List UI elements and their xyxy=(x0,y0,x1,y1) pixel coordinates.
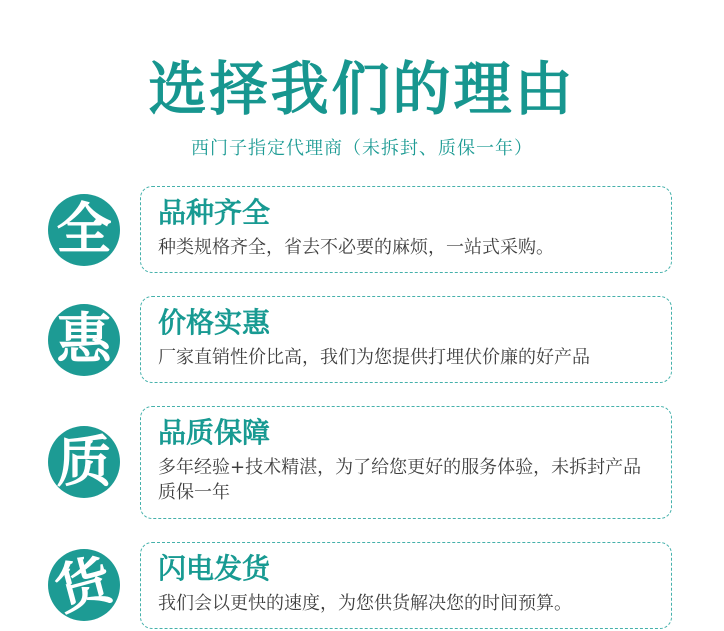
variety-feature-box xyxy=(140,186,672,273)
price-feature-box xyxy=(140,296,672,383)
variety-badge-circle xyxy=(48,194,120,266)
shipping-badge-character: 货 xyxy=(49,546,119,623)
price-badge-circle xyxy=(48,304,120,376)
quality-feature-description: 多年经验+技术精湛，为了给您更好的服务体验，未拆封产品质保一年 xyxy=(158,457,642,504)
price-feature-title: 价格实惠 xyxy=(158,306,271,340)
shipping-feature-box xyxy=(140,542,672,629)
quality-feature-box xyxy=(140,406,672,518)
page-title: 选择我们的理由 xyxy=(148,57,576,122)
feature-list xyxy=(0,186,724,629)
quality-feature-title: 品质保障 xyxy=(158,416,271,450)
shipping-feature-description: 我们会以更快的速度，为您供货解决您的时间预算。 xyxy=(158,592,572,614)
price-feature-description: 厂家直销性价比高，我们为您提供打埋伏价廉的好产品 xyxy=(158,347,590,369)
quality-badge-circle xyxy=(48,426,120,498)
variety-feature-title: 品种齐全 xyxy=(158,195,271,229)
variety-badge-character: 全 xyxy=(56,197,112,262)
variety-feature-description: 种类规格齐全，省去不必要的麻烦，一站式采购。 xyxy=(158,236,554,258)
quality-badge-character: 质 xyxy=(56,429,112,494)
feature-row-quality xyxy=(48,406,724,518)
feature-row-shipping xyxy=(48,542,724,629)
shipping-feature-title: 闪电发货 xyxy=(158,551,271,585)
header xyxy=(0,0,724,160)
feature-row-price xyxy=(48,296,724,383)
page-subtitle: 西门子指定代理商（未拆封、质保一年） xyxy=(191,137,533,159)
feature-row-variety xyxy=(48,186,724,273)
shipping-badge-circle xyxy=(48,546,120,623)
price-badge-character: 惠 xyxy=(56,307,112,372)
